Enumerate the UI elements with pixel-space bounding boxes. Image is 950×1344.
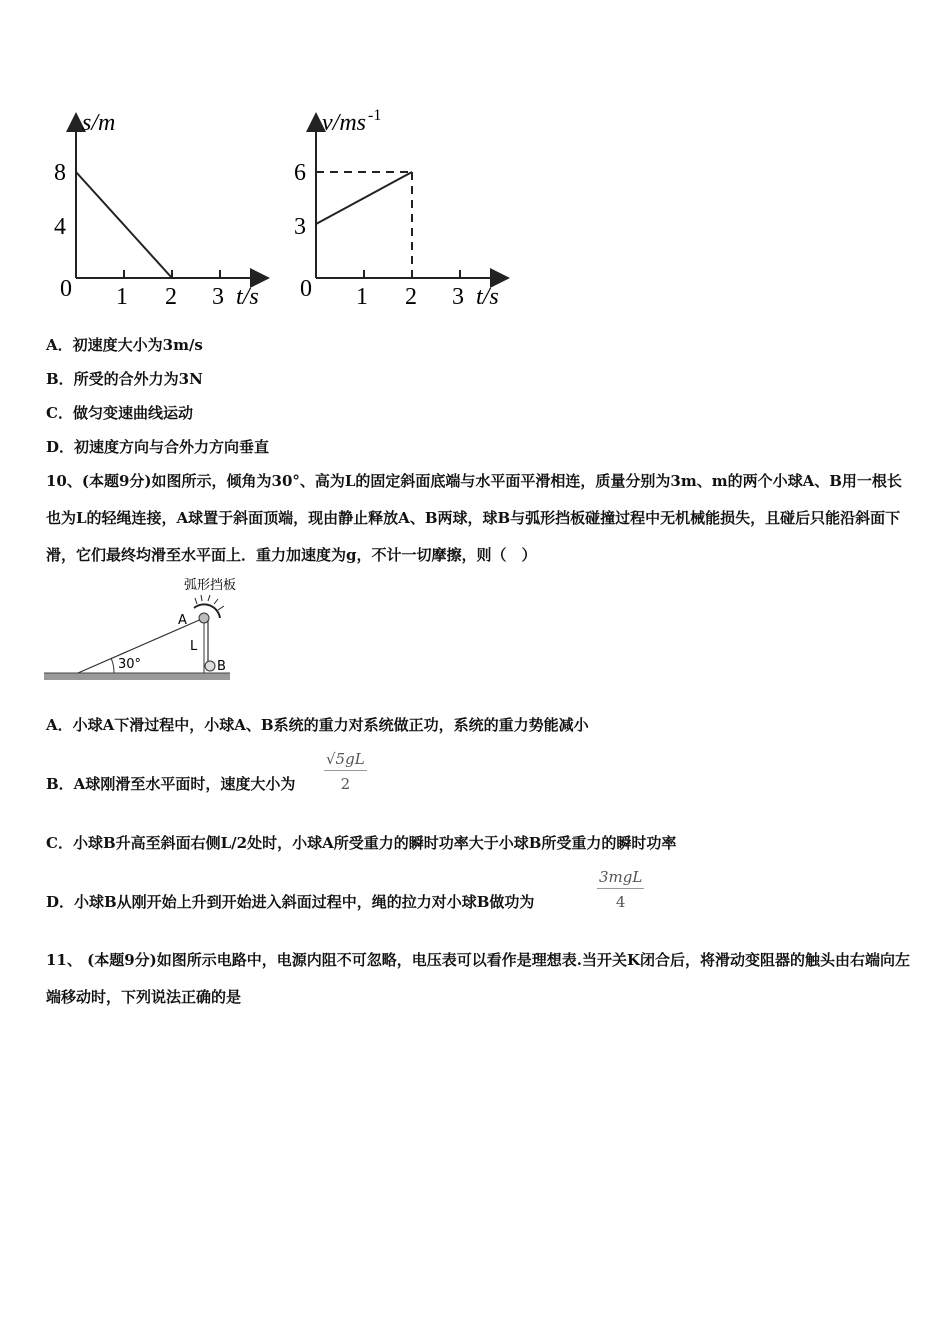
st-xtick-1: 1 [116,284,128,310]
vt-xlabel: t/s [476,284,499,310]
q10-option-a: A．小球A下滑过程中，小球A、B系统的重力对系统做正功，系统的重力势能减小 [46,716,589,734]
q9-option-b: B．所受的合外力为3N [46,370,203,388]
q10-option-b: B．A球刚滑至水平面时，速度大小为 [46,775,296,793]
graph-vt [280,100,520,320]
ground [44,673,230,680]
st-ytick-4: 4 [54,214,66,240]
label-l: L [190,639,198,654]
vt-ylabel: v/ms [322,110,366,136]
q10-option-b-fraction [324,750,367,793]
baffle-label: 弧形挡板 [184,578,237,593]
q9-option-a: A．初速度大小为3m/s [46,336,203,354]
ball-b [205,661,215,671]
q9-option-d: D．初速度方向与合外力方向垂直 [46,438,270,456]
vt-origin: 0 [300,276,312,302]
angle-label: 30° [118,657,142,672]
ball-a [199,613,209,623]
vt-xtick-3: 3 [452,284,464,310]
label-a: A [178,613,187,628]
vt-xtick-1: 1 [356,284,368,310]
vt-data-line [316,172,412,224]
st-origin: 0 [60,276,72,302]
st-ylabel: s/m [82,110,116,136]
baffle-hatch-2 [201,595,202,601]
baffle-hatch-1 [195,598,197,604]
angle-arc [111,658,114,673]
vt-ylabel-exp: -1 [368,107,382,124]
q10-figure [44,574,244,684]
st-xlabel: t/s [236,284,259,310]
st-ytick-8: 8 [54,160,66,186]
q10-option-d-fraction [597,868,644,911]
baffle-hatch-4 [214,599,218,604]
fraction-b-denominator: 2 [340,775,351,793]
vt-ytick-6: 6 [294,160,306,186]
baffle-hatch-5 [218,606,224,610]
baffle-hatch-3 [208,595,210,601]
st-xtick-2: 2 [165,284,177,310]
q10-option-d: D．小球B从刚开始上升到开始进入斜面过程中，绳的拉力对小球B做功为 [46,893,535,911]
graph-st [40,100,280,320]
label-b: B [217,659,226,674]
st-xtick-3: 3 [212,284,224,310]
vt-ytick-3: 3 [294,214,306,240]
q11-stem: 11、 (本题9分)如图所示电路中，电源内阻不可忽略，电压表可以看作是理想表.当开关K闭合后，将滑动变阻器的触头由右端向左端移动时，下列说法正确的是 [46,951,910,1006]
fraction-d-denominator: 4 [615,893,626,911]
st-data-line [76,172,172,278]
vt-xtick-2: 2 [405,284,417,310]
fraction-d-numerator: 3mgL [597,868,644,889]
fraction-b-numerator: √5gL [324,750,367,771]
q9-option-c: C．做匀变速曲线运动 [46,404,193,422]
q10-option-c: C．小球B升高至斜面右侧L/2处时，小球A所受重力的瞬时功率大于小球B所受重力的瞬时功率 [46,834,677,852]
q10-stem: 10、(本题9分)如图所示，倾角为30°、高为L的固定斜面底端与水平面平滑相连，质量分别为3m、m的两个小球A、B用一根长也为L的轻绳连接，A球置于斜面顶端，现由静止释放A、B两球，球B与弧形挡板碰撞过程中无机械能损失，且碰后只能沿斜面下滑，它们最终均滑至水平面上．重力加速度为g，不计一切摩擦，则（ ） [46,472,902,564]
